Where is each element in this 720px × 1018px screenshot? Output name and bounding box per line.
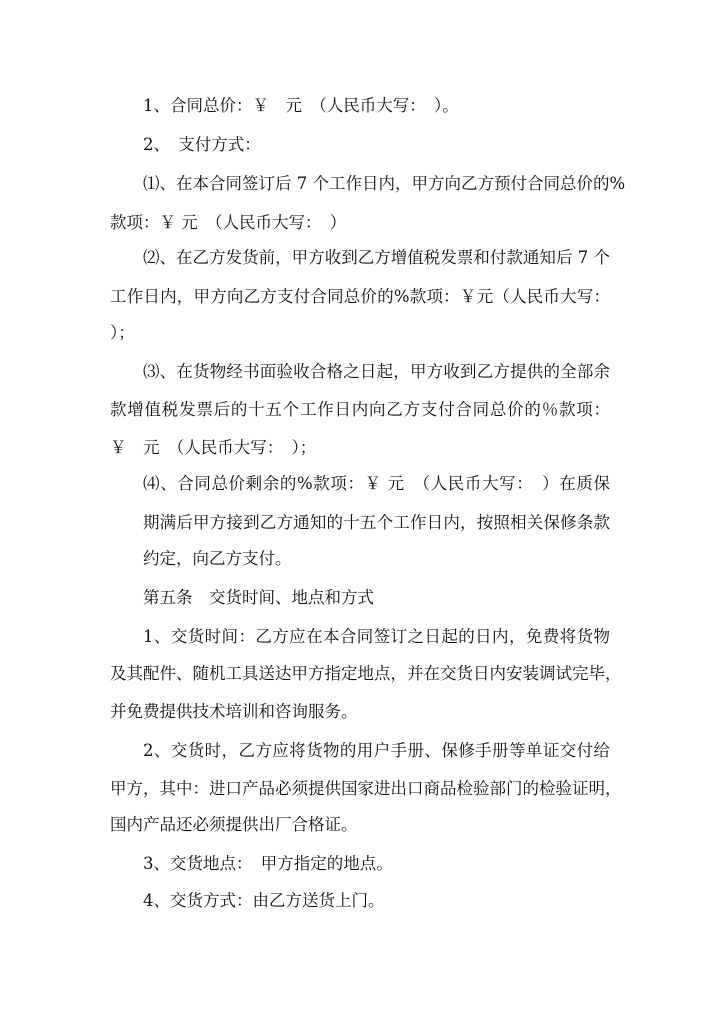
payment-item-4-line-1: ⑷、合同总价剩余的%款项：￥ 元 （人民币大写： ）在质保	[143, 474, 610, 493]
payment-item-1-line-2: 款项：￥ 元 （人民币大写： ）	[110, 213, 347, 232]
delivery-place: 3、交货地点： 甲方指定的地点。	[143, 854, 393, 873]
clause-total-price: 1、合同总价：￥ 元 （人民币大写： ）。	[143, 96, 459, 115]
delivery-docs-line-2: 甲方，其中：进口产品必须提供国家进出口商品检验部门的检验证明，	[110, 779, 622, 798]
payment-item-3-line-2: 款增值税发票后的十五个工作日内向乙方支付合同总价的％款项：	[110, 400, 610, 419]
article-five-heading: 第五条 交货时间、地点和方式	[143, 588, 374, 607]
payment-item-2-line-2: 工作日内，甲方向乙方支付合同总价的%款项：￥元（人民币大写：	[110, 287, 610, 306]
payment-item-2-line-3: ）；	[110, 323, 135, 342]
delivery-docs-line-3: 国内产品还必须提供出厂合格证。	[110, 815, 358, 834]
payment-item-2-line-1: ⑵、在乙方发货前，甲方收到乙方增值税发票和付款通知后 7 个	[143, 248, 610, 267]
payment-item-4-line-3: 约定，向乙方支付。	[143, 549, 292, 568]
delivery-time-line-1: 1、交货时间：乙方应在本合同签订之日起的日内，免费将货物	[143, 627, 610, 646]
clause-payment-method: 2、 支付方式：	[143, 135, 261, 154]
delivery-time-line-3: 并免费提供技术培训和咨询服务。	[110, 702, 358, 721]
delivery-method: 4、交货方式：由乙方送货上门。	[143, 891, 385, 910]
payment-item-3-line-1: ⑶、在货物经书面验收合格之日起，甲方收到乙方提供的全部余	[143, 362, 610, 381]
payment-item-3-line-3: ￥ 元 （人民币大写： ）；	[110, 438, 317, 457]
delivery-time-line-2: 及其配件、随机工具送达甲方指定地点，并在交货日内安装调试完毕，	[110, 664, 622, 683]
payment-item-1-line-1: ⑴、在本合同签订后 7 个工作日内，甲方向乙方预付合同总价的%	[143, 174, 626, 193]
delivery-docs-line-1: 2、交货时，乙方应将货物的用户手册、保修手册等单证交付给	[143, 741, 610, 760]
payment-item-4-line-2: 期满后甲方接到乙方通知的十五个工作日内，按照相关保修条款	[143, 513, 610, 532]
